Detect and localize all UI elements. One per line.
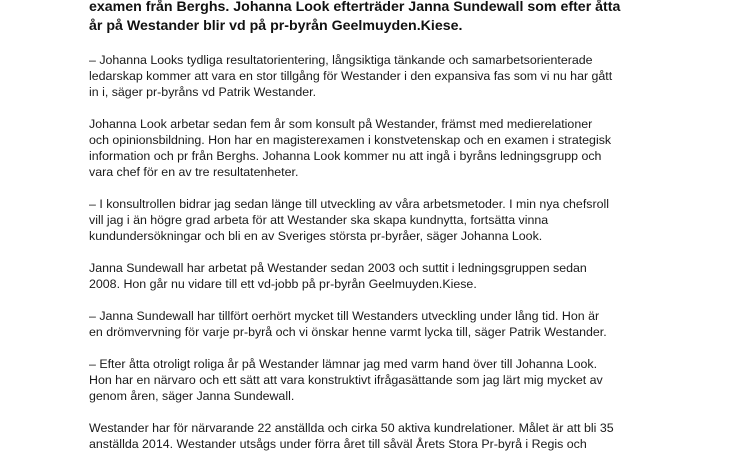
- text-line: – Johanna Looks tydliga resultatorientering, långsiktiga tänkande och samarbetsorienterade: [89, 53, 593, 67]
- paragraph-look-background: [89, 116, 709, 180]
- text-line: och opinionsbildning. Hon har en magisterexamen i konstvetenskap och en examen i strategisk: [89, 133, 612, 147]
- text-line: Janna Sundewall har arbetat på Westander sedan 2003 och suttit i ledningsgruppen sedan: [89, 261, 587, 275]
- text-line: 2008. Hon går nu vidare till ett vd-jobb på pr-byrån Geelmuyden.Kiese.: [89, 277, 477, 291]
- text-line: genom åren, säger Janna Sundewall.: [89, 389, 295, 403]
- lead-line: examen från Berghs. Johanna Look efterträder Janna Sundewall som efter åtta: [89, 0, 621, 15]
- text-line: Westander har för närvarande 22 anställda och cirka 50 aktiva kundrelationer. Målet är att bli 35: [89, 421, 614, 435]
- document-page: [89, 0, 709, 468]
- text-line: kundundersökningar och bli en av Sveriges största pr-byråer, säger Johanna Look.: [89, 229, 543, 243]
- lead-line: år på Westander blir vd på pr-byrån Geelmuyden.Kiese.: [89, 18, 463, 34]
- text-line: in i, säger pr-byråns vd Patrik Westander.: [89, 85, 317, 99]
- text-line: Johanna Look arbetar sedan fem år som konsult på Westander, främst med medierelationer: [89, 117, 593, 131]
- paragraph-sundewall-background: [89, 260, 709, 292]
- paragraph-quote-sundewall: [89, 356, 709, 404]
- text-line: vill jag i än högre grad arbeta för att Westander ska skapa kundnytta, fortsätta vinna: [89, 213, 549, 227]
- text-line: en drömvervning för varje pr-byrå och vi önskar henne varmt lycka till, säger Patrik Westander.: [89, 325, 607, 339]
- paragraph-quote-westander: [89, 52, 709, 100]
- text-line: – Janna Sundewall har tillfört oerhört mycket till Westanders utveckling under lång tid. Hon är: [89, 309, 600, 323]
- paragraph-quote-look: [89, 196, 709, 244]
- text-line: – Efter åtta otroligt roliga år på Westander lämnar jag med varm hand över till Johanna Look.: [89, 357, 598, 371]
- paragraph-quote-westander-2: [89, 308, 709, 340]
- paragraph-company-facts: [89, 420, 709, 452]
- text-line: – I konsultrollen bidrar jag sedan länge till utveckling av våra arbetsmetoder. I min nya chefsroll: [89, 197, 609, 211]
- lead-paragraph: [89, 0, 709, 36]
- text-line: ledarskap kommer att vara en stor tillgång för Westander i den expansiva fas som vi nu har gått: [89, 69, 613, 83]
- text-line: anställda 2014. Westander utsågs under förra året till såväl Årets Stora Pr-byrå i Regis och: [89, 437, 587, 451]
- text-line: Hon har en närvaro och ett sätt att vara konstruktivt ifrågasättande som jag lärt mig mycket av: [89, 373, 603, 387]
- text-line: information och pr från Berghs. Johanna Look kommer nu att ingå i byråns ledningsgrupp och: [89, 149, 602, 163]
- text-line: vara chef för en av tre resultatenheter.: [89, 165, 299, 179]
